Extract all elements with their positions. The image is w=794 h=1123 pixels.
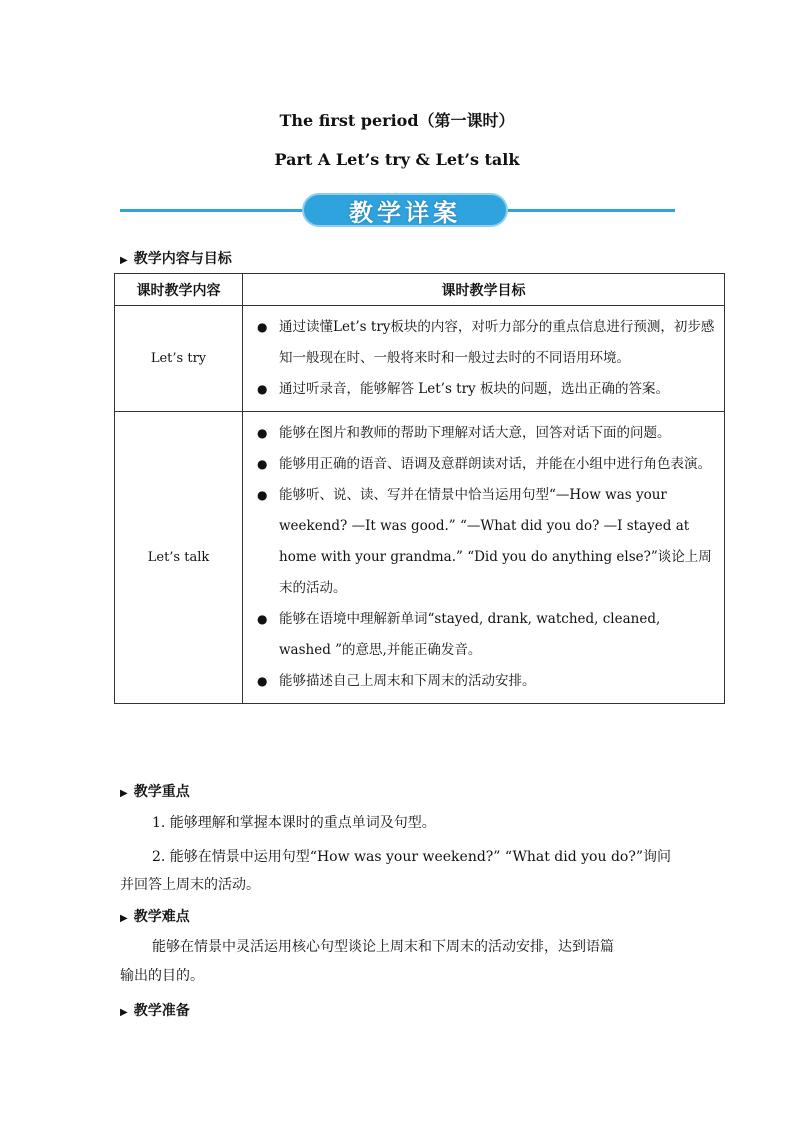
row-label: Let’s try bbox=[115, 306, 243, 412]
banner-line-left bbox=[120, 209, 310, 212]
row-goals bbox=[243, 306, 725, 412]
triangle-bullet-icon: ▶ bbox=[120, 913, 128, 924]
banner-line-right bbox=[505, 209, 675, 212]
key-point-2-line2: 并回答上周末的活动。 bbox=[120, 877, 260, 893]
lesson-title: The first period（第一课时） bbox=[279, 111, 515, 130]
section-banner bbox=[120, 191, 675, 231]
table-header-cell: 课时教学目标 bbox=[243, 274, 725, 306]
lesson-subtitle: Part A Let’s try & Let’s talk bbox=[274, 150, 520, 169]
table-header-row bbox=[115, 274, 725, 306]
triangle-bullet-icon: ▶ bbox=[120, 788, 128, 799]
triangle-bullet-icon: ▶ bbox=[120, 1007, 128, 1018]
section-heading-difficulties: ▶ 教学难点 bbox=[120, 909, 190, 925]
key-point-2-line1: 2. 能够在情景中运用句型“How was your weekend?” “What did you do?”询问 bbox=[152, 849, 671, 865]
list-item: ● 通过读懂Let’s try板块的内容，对听力部分的重点信息进行预测，初步感知一般现在时、一般将来时和一般过去时的不同语用环境。 bbox=[251, 312, 716, 374]
key-point-1: 1. 能够理解和掌握本课时的重点单词及句型。 bbox=[152, 815, 436, 831]
list-item: ● 通过听录音，能够解答 Let’s try 板块的问题，选出正确的答案。 bbox=[251, 374, 716, 405]
list-item: ● 能够在图片和教师的帮助下理解对话大意，回答对话下面的问题。 bbox=[251, 418, 716, 449]
list-item: ● 能够在语境中理解新单词“stayed, drank, watched, cleaned, washed ”的意思,并能正确发音。 bbox=[251, 604, 716, 666]
goals-table bbox=[114, 273, 725, 704]
section-heading-content-goals: ▶ 教学内容与目标 bbox=[120, 251, 232, 267]
difficulty-line1: 能够在情景中灵活运用核心句型谈论上周末和下周末的活动安排，达到语篇 bbox=[152, 939, 614, 955]
difficulty-line2: 输出的目的。 bbox=[120, 968, 204, 984]
table-row bbox=[115, 412, 725, 704]
section-heading-key-points: ▶ 教学重点 bbox=[120, 784, 190, 800]
list-item: ● 能够听、说、读、写并在情景中恰当运用句型“—How was your weekend? —It was good.” “—What did you do? —I stayed at home with your grandma.” “Did you do anything else?”谈论上周末的活动。 bbox=[251, 480, 716, 604]
table-header-cell: 课时教学内容 bbox=[115, 274, 243, 306]
row-label: Let’s talk bbox=[115, 412, 243, 704]
table-row bbox=[115, 306, 725, 412]
list-item: ● 能够描述自己上周末和下周末的活动安排。 bbox=[251, 666, 716, 697]
list-item: ● 能够用正确的语音、语调及意群朗读对话，并能在小组中进行角色表演。 bbox=[251, 449, 716, 480]
row-goals bbox=[243, 412, 725, 704]
section-heading-preparation: ▶ 教学准备 bbox=[120, 1003, 190, 1019]
banner-text: 教学详案 bbox=[349, 198, 461, 227]
banner-pill bbox=[302, 193, 508, 227]
triangle-bullet-icon: ▶ bbox=[120, 255, 128, 266]
